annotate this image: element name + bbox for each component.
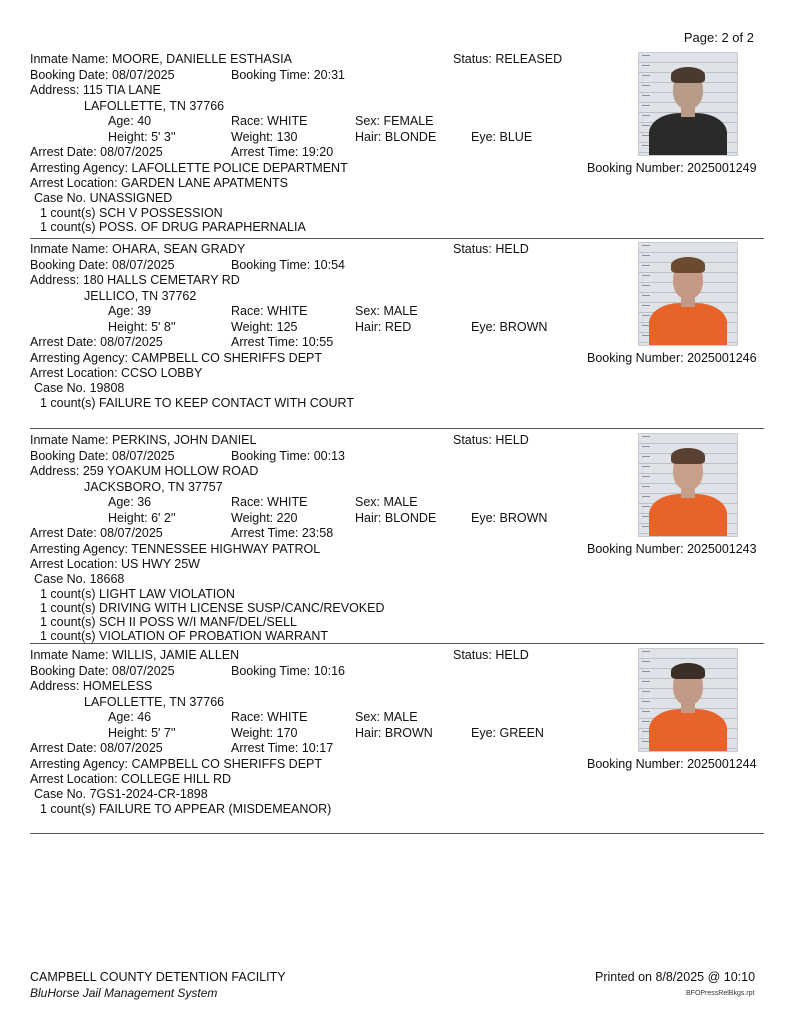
sex-label: Sex: [355, 304, 381, 318]
arrest-date-label: Arrest Date: [30, 335, 97, 349]
arresting-agency-label: Arresting Agency: [30, 351, 128, 365]
booking-time-value: 10:16 [313, 664, 345, 678]
inmate-name [30, 52, 292, 67]
booking-date [30, 68, 175, 83]
case-number [34, 787, 208, 802]
arrest-time [231, 741, 333, 756]
booking-number-value: 2025001244 [687, 757, 757, 771]
status-value: HELD [495, 433, 529, 447]
booking-date-label: Booking Date: [30, 68, 109, 82]
case-number-label: Case No. [34, 191, 87, 205]
booking-date [30, 258, 175, 273]
arresting-agency [30, 757, 322, 772]
hair [355, 726, 433, 741]
race-value: WHITE [267, 114, 308, 128]
booking-number-value: 2025001249 [687, 161, 757, 175]
arrest-location [30, 772, 231, 787]
case-number-value: 18668 [89, 572, 125, 586]
charge-line: 1 count(s) LIGHT LAW VIOLATION [40, 587, 235, 601]
sex [355, 710, 418, 725]
age [108, 114, 151, 129]
address [30, 273, 240, 288]
inmate-name-label: Inmate Name: [30, 242, 109, 256]
booking-time-value: 00:13 [313, 449, 345, 463]
record-divider [30, 833, 764, 834]
page-number: Page: 2 of 2 [683, 30, 754, 45]
booking-time [231, 449, 345, 464]
hair-label: Hair: [355, 320, 382, 334]
hair-label: Hair: [355, 726, 382, 740]
sex-value: MALE [383, 495, 418, 509]
arrest-location-value: US HWY 25W [121, 557, 200, 571]
address-city: LAFOLLETTE, TN 37766 [84, 99, 225, 113]
case-number [34, 191, 172, 206]
mugshot-photo [638, 648, 738, 752]
arresting-agency-value: TENNESSEE HIGHWAY PATROL [131, 542, 321, 556]
booking-time-value: 20:31 [313, 68, 345, 82]
race-label: Race: [231, 495, 264, 509]
booking-number [587, 757, 757, 772]
arresting-agency-value: CAMPBELL CO SHERIFFS DEPT [131, 757, 322, 771]
eye [471, 320, 547, 335]
booking-date-value: 08/07/2025 [112, 664, 175, 678]
hair-value: BLONDE [384, 511, 437, 525]
weight-label: Weight: [231, 511, 274, 525]
booking-number [587, 351, 757, 366]
address-value: 180 HALLS CEMETARY RD [82, 273, 240, 287]
address-label: Address: [30, 464, 80, 478]
height-value: 5' 3'' [151, 130, 176, 144]
address-city: JACKSBORO, TN 37757 [84, 480, 223, 494]
eye [471, 726, 544, 741]
race [231, 710, 307, 725]
arrest-time-label: Arrest Time: [231, 526, 299, 540]
charge-line: 1 count(s) FAILURE TO APPEAR (MISDEMEANOR) [40, 802, 332, 816]
facility-name: CAMPBELL COUNTY DETENTION FACILITY [30, 970, 286, 984]
height [108, 726, 176, 741]
sex-value: FEMALE [383, 114, 434, 128]
race-label: Race: [231, 304, 264, 318]
age-label: Age: [108, 495, 134, 509]
weight [231, 130, 298, 145]
booking-date-label: Booking Date: [30, 258, 109, 272]
eye-value: BROWN [499, 511, 548, 525]
height-label: Height: [108, 726, 148, 740]
race-label: Race: [231, 710, 264, 724]
address-value: 115 TIA LANE [82, 83, 161, 97]
inmate-name-value: PERKINS, JOHN DANIEL [112, 433, 257, 447]
arrest-location-label: Arrest Location: [30, 366, 118, 380]
age-value: 39 [137, 304, 152, 318]
height-value: 5' 7'' [151, 726, 176, 740]
record-divider [30, 238, 764, 239]
inmate-name-label: Inmate Name: [30, 648, 109, 662]
system-name: BluHorse Jail Management System [30, 986, 218, 1000]
sex-label: Sex: [355, 495, 381, 509]
age-value: 46 [137, 710, 152, 724]
booking-date-value: 08/07/2025 [112, 449, 175, 463]
arresting-agency [30, 161, 348, 176]
hair-label: Hair: [355, 511, 382, 525]
arresting-agency [30, 542, 320, 557]
arrest-date-label: Arrest Date: [30, 741, 97, 755]
weight-label: Weight: [231, 320, 274, 334]
sex [355, 114, 434, 129]
booking-date-value: 08/07/2025 [112, 68, 175, 82]
booking-time [231, 68, 345, 83]
address-label: Address: [30, 273, 80, 287]
height-label: Height: [108, 130, 148, 144]
height-label: Height: [108, 511, 148, 525]
case-number [34, 381, 124, 396]
arrest-time-value: 19:20 [301, 145, 334, 159]
race [231, 114, 307, 129]
weight-value: 130 [276, 130, 298, 144]
height [108, 130, 176, 145]
arrest-date-label: Arrest Date: [30, 526, 97, 540]
hair-value: BLONDE [384, 130, 437, 144]
booking-date-label: Booking Date: [30, 664, 109, 678]
booking-time-value: 10:54 [313, 258, 345, 272]
height-value: 6' 2'' [151, 511, 176, 525]
inmate-name-value: OHARA, SEAN GRADY [112, 242, 246, 256]
sex [355, 495, 418, 510]
case-number-label: Case No. [34, 572, 87, 586]
hair-label: Hair: [355, 130, 382, 144]
arrest-location-value: CCSO LOBBY [121, 366, 203, 380]
record-divider [30, 428, 764, 429]
age-value: 40 [137, 114, 152, 128]
arrest-date-value: 08/07/2025 [100, 741, 163, 755]
booking-date [30, 664, 175, 679]
booking-number [587, 161, 757, 176]
booking-number [587, 542, 757, 557]
address [30, 679, 152, 694]
charge-line: 1 count(s) SCH V POSSESSION [40, 206, 223, 220]
hair-value: BROWN [384, 726, 433, 740]
booking-time-label: Booking Time: [231, 68, 311, 82]
height [108, 320, 176, 335]
race-label: Race: [231, 114, 264, 128]
age-label: Age: [108, 304, 134, 318]
arrest-time [231, 145, 333, 160]
arresting-agency-label: Arresting Agency: [30, 542, 128, 556]
sex [355, 304, 418, 319]
case-number [34, 572, 124, 587]
mugshot-photo [638, 433, 738, 537]
race [231, 495, 307, 510]
race-value: WHITE [267, 495, 308, 509]
arresting-agency-value: CAMPBELL CO SHERIFFS DEPT [131, 351, 322, 365]
eye-label: Eye: [471, 511, 497, 525]
arrest-time-label: Arrest Time: [231, 145, 299, 159]
age [108, 710, 151, 725]
charge-line: 1 count(s) POSS. OF DRUG PARAPHERNALIA [40, 220, 306, 234]
address-value: 259 YOAKUM HOLLOW ROAD [82, 464, 259, 478]
address-city: JELLICO, TN 37762 [84, 289, 197, 303]
record-divider [30, 643, 764, 644]
arrest-date-value: 08/07/2025 [100, 526, 163, 540]
eye-label: Eye: [471, 320, 497, 334]
race-value: WHITE [267, 710, 308, 724]
status-value: HELD [495, 648, 529, 662]
status [453, 52, 562, 67]
eye-label: Eye: [471, 130, 497, 144]
weight-label: Weight: [231, 726, 274, 740]
arrest-date-label: Arrest Date: [30, 145, 97, 159]
arrest-date [30, 741, 163, 756]
inmate-name-value: MOORE, DANIELLE ESTHASIA [112, 52, 292, 66]
address [30, 464, 258, 479]
hair [355, 130, 436, 145]
weight-label: Weight: [231, 130, 274, 144]
arresting-agency-label: Arresting Agency: [30, 757, 128, 771]
arrest-time-label: Arrest Time: [231, 741, 299, 755]
age [108, 304, 151, 319]
eye-value: BLUE [499, 130, 533, 144]
height-value: 5' 8'' [151, 320, 176, 334]
arrest-date-value: 08/07/2025 [100, 145, 163, 159]
booking-number-value: 2025001243 [687, 542, 757, 556]
eye [471, 511, 547, 526]
arrest-location-value: GARDEN LANE APATMENTS [121, 176, 288, 190]
mugshot-photo [638, 242, 738, 346]
address-city: LAFOLLETTE, TN 37766 [84, 695, 225, 709]
address-value: HOMELESS [82, 679, 153, 693]
arrest-location-value: COLLEGE HILL RD [121, 772, 232, 786]
hair [355, 320, 411, 335]
sex-label: Sex: [355, 114, 381, 128]
booking-number-value: 2025001246 [687, 351, 757, 365]
weight-value: 125 [276, 320, 298, 334]
weight [231, 511, 298, 526]
case-number-label: Case No. [34, 787, 87, 801]
age-value: 36 [137, 495, 152, 509]
arresting-agency [30, 351, 322, 366]
booking-number-label: Booking Number: [587, 161, 684, 175]
arrest-date-value: 08/07/2025 [100, 335, 163, 349]
arrest-date [30, 145, 163, 160]
eye-value: BROWN [499, 320, 548, 334]
charge-line: 1 count(s) SCH II POSS W/I MANF/DEL/SELL [40, 615, 298, 629]
printed-timestamp: Printed on 8/8/2025 @ 10:10 [595, 970, 756, 984]
charge-line: 1 count(s) FAILURE TO KEEP CONTACT WITH COURT [40, 396, 354, 410]
address-label: Address: [30, 83, 80, 97]
height [108, 511, 176, 526]
inmate-name-value: WILLIS, JAMIE ALLEN [112, 648, 240, 662]
age-label: Age: [108, 710, 134, 724]
case-number-value: 7GS1-2024-CR-1898 [89, 787, 208, 801]
inmate-name [30, 433, 256, 448]
arrest-location [30, 366, 202, 381]
arrest-time-label: Arrest Time: [231, 335, 299, 349]
eye-value: GREEN [499, 726, 544, 740]
case-number-value: UNASSIGNED [89, 191, 173, 205]
eye [471, 130, 532, 145]
height-label: Height: [108, 320, 148, 334]
arrest-time-value: 10:17 [301, 741, 334, 755]
sex-value: MALE [383, 304, 418, 318]
booking-number-label: Booking Number: [587, 542, 684, 556]
age [108, 495, 151, 510]
booking-time [231, 664, 345, 679]
weight-value: 170 [276, 726, 298, 740]
weight [231, 726, 298, 741]
booking-date [30, 449, 175, 464]
eye-label: Eye: [471, 726, 497, 740]
sex-label: Sex: [355, 710, 381, 724]
hair [355, 511, 436, 526]
booking-time-label: Booking Time: [231, 258, 311, 272]
status-label: Status: [453, 433, 492, 447]
race [231, 304, 307, 319]
arrest-location-label: Arrest Location: [30, 557, 118, 571]
booking-time-label: Booking Time: [231, 449, 311, 463]
arresting-agency-label: Arresting Agency: [30, 161, 128, 175]
weight-value: 220 [276, 511, 298, 525]
mugshot-photo [638, 52, 738, 156]
status-label: Status: [453, 648, 492, 662]
race-value: WHITE [267, 304, 308, 318]
status [453, 433, 529, 448]
weight [231, 320, 298, 335]
booking-number-label: Booking Number: [587, 351, 684, 365]
booking-time [231, 258, 345, 273]
status [453, 648, 529, 663]
booking-time-label: Booking Time: [231, 664, 311, 678]
inmate-name [30, 242, 245, 257]
arrest-time [231, 335, 333, 350]
sex-value: MALE [383, 710, 418, 724]
status-label: Status: [453, 242, 492, 256]
case-number-value: 19808 [89, 381, 125, 395]
address [30, 83, 161, 98]
arrest-time-value: 10:55 [301, 335, 334, 349]
arresting-agency-value: LAFOLLETTE POLICE DEPARTMENT [131, 161, 348, 175]
address-label: Address: [30, 679, 80, 693]
arrest-time [231, 526, 333, 541]
booking-date-label: Booking Date: [30, 449, 109, 463]
status-value: RELEASED [495, 52, 563, 66]
status [453, 242, 529, 257]
charge-line: 1 count(s) VIOLATION OF PROBATION WARRANT [40, 629, 329, 643]
arrest-date [30, 335, 163, 350]
age-label: Age: [108, 114, 134, 128]
inmate-name-label: Inmate Name: [30, 433, 109, 447]
arrest-location [30, 176, 288, 191]
arrest-date [30, 526, 163, 541]
report-filename: BFOPressRelBkgs.rpt [686, 990, 755, 997]
status-label: Status: [453, 52, 492, 66]
inmate-name [30, 648, 239, 663]
charge-line: 1 count(s) DRIVING WITH LICENSE SUSP/CANC/REVOKED [40, 601, 385, 615]
case-number-label: Case No. [34, 381, 87, 395]
arrest-time-value: 23:58 [301, 526, 334, 540]
booking-number-label: Booking Number: [587, 757, 684, 771]
status-value: HELD [495, 242, 529, 256]
arrest-location-label: Arrest Location: [30, 772, 118, 786]
inmate-name-label: Inmate Name: [30, 52, 109, 66]
booking-date-value: 08/07/2025 [112, 258, 175, 272]
arrest-location-label: Arrest Location: [30, 176, 118, 190]
hair-value: RED [384, 320, 412, 334]
arrest-location [30, 557, 200, 572]
